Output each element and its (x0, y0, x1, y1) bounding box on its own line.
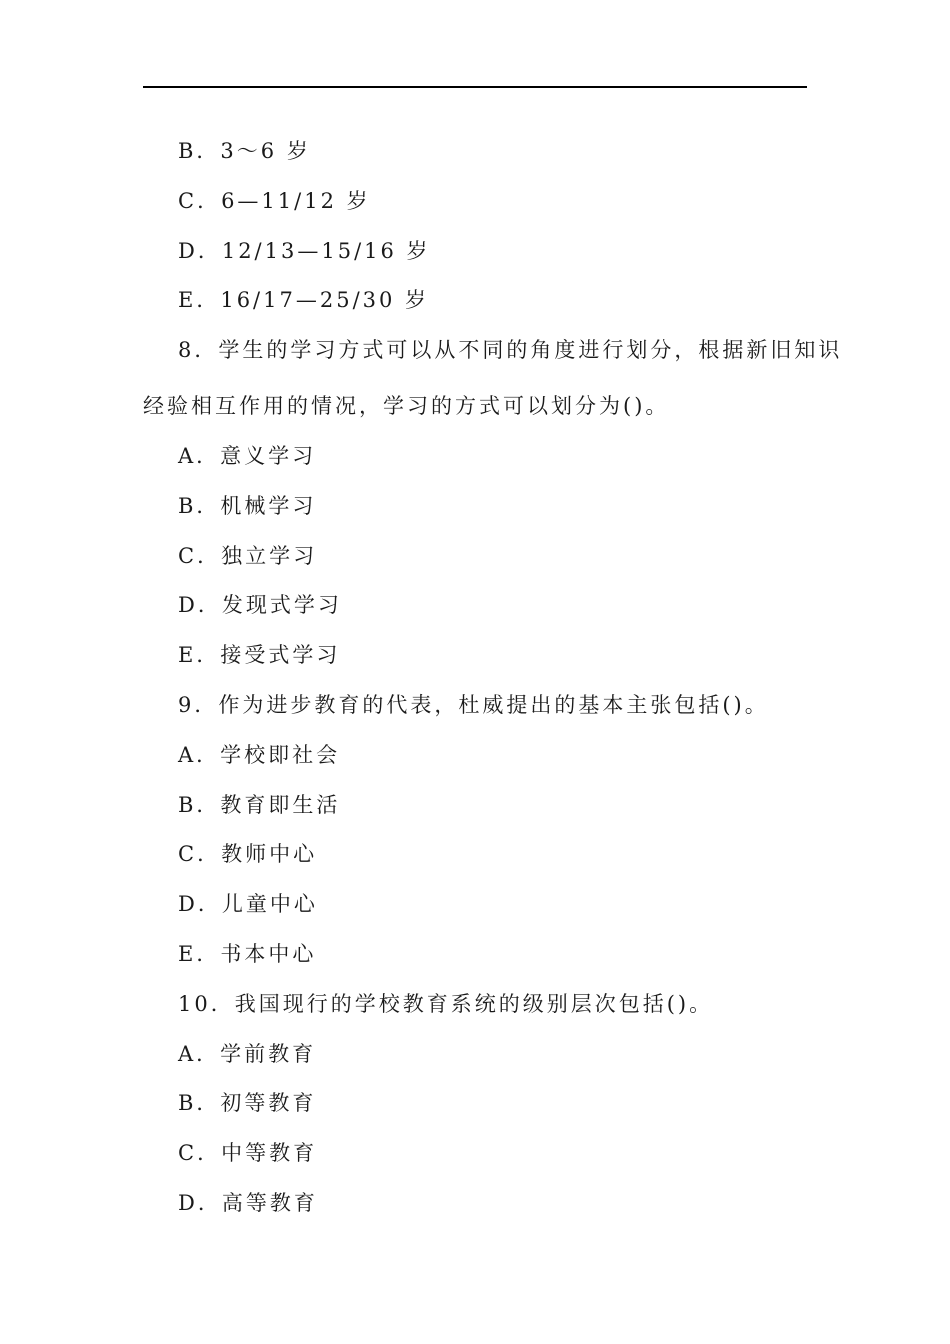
option-line: D．12/13—15/16 岁 (178, 238, 431, 263)
option-line: B．3～6 岁 (178, 139, 311, 163)
question-8-continuation: 经验相互作用的情况，学习的方式可以划分为()。 (143, 394, 670, 419)
option-line: B．机械学习 (178, 493, 317, 518)
option-line: D．发现式学习 (178, 593, 342, 618)
option-line: A．学校即社会 (178, 742, 341, 767)
option-line: E．书本中心 (178, 941, 317, 966)
question-10: 10．我国现行的学校教育系统的级别层次包括()。 (178, 991, 714, 1016)
option-line: C．中等教育 (178, 1141, 318, 1166)
option-line: D．儿童中心 (178, 892, 318, 917)
question-8: 8．学生的学习方式可以从不同的角度进行划分，根据新旧知识 (178, 338, 843, 363)
document-body (0, 132, 950, 1234)
question-9: 9．作为进步教育的代表，杜威提出的基本主张包括()。 (178, 692, 769, 717)
option-line: E．16/17—25/30 岁 (178, 288, 430, 313)
option-line: D．高等教育 (178, 1190, 318, 1215)
option-line: A．意义学习 (178, 443, 317, 468)
header-rule (143, 86, 807, 88)
option-line: C．独立学习 (178, 543, 318, 568)
option-line: A．学前教育 (178, 1041, 317, 1066)
option-line: B．初等教育 (178, 1091, 317, 1116)
option-line: C．6—11/12 岁 (178, 188, 371, 213)
option-line: B．教育即生活 (178, 792, 341, 817)
option-line: E．接受式学习 (178, 643, 341, 668)
option-line: C．教师中心 (178, 842, 318, 867)
